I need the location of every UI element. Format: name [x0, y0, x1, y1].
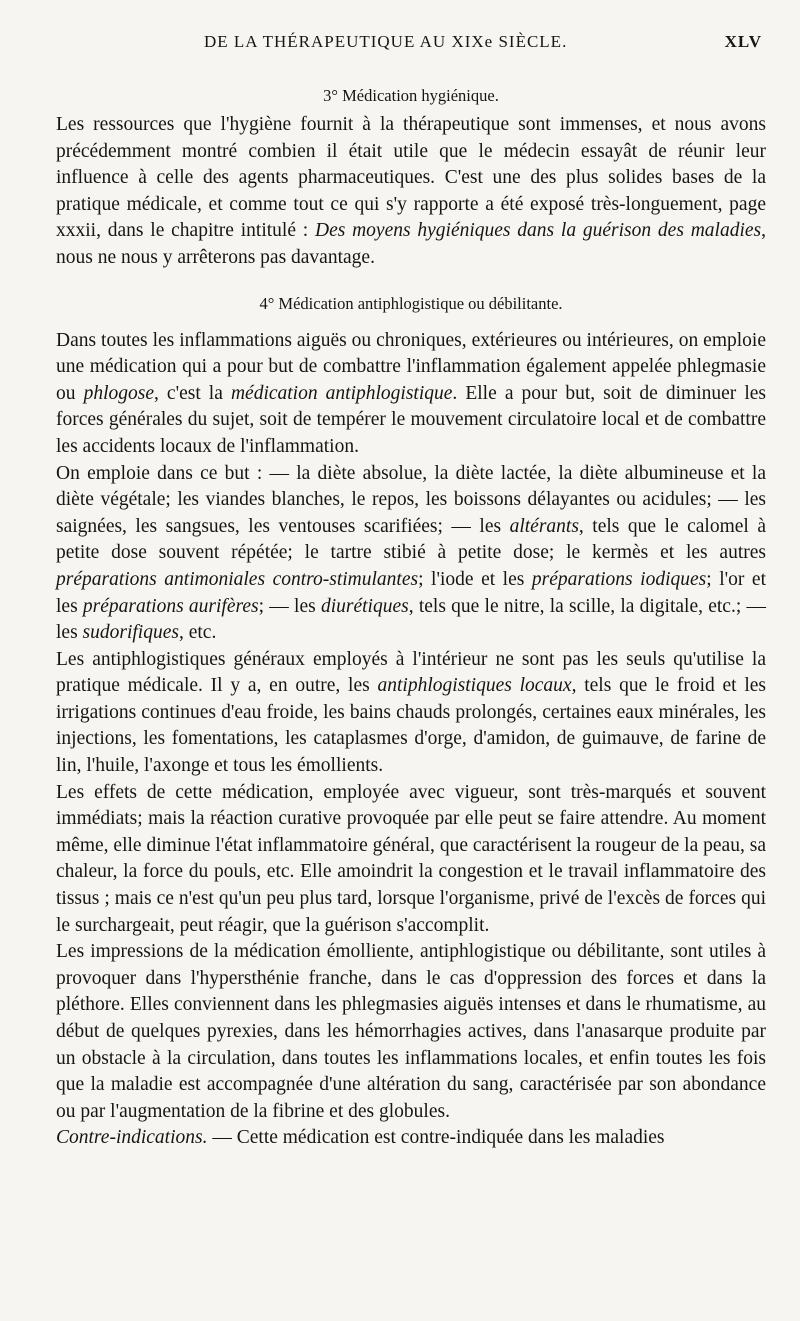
text-run: , nous ne nous y arrêterons pas davantage.	[56, 220, 767, 268]
italic-run: préparations iodiques	[531, 568, 707, 590]
text-run: ; l'or et les	[56, 568, 766, 617]
running-title: DE LA THÉRAPEUTIQUE AU XIXe SIÈCLE.	[204, 32, 568, 51]
text-run: , tels que le calomel à petite dose souvent répétée; le tartre stibié à petite dose; le kermès et les autres	[56, 515, 766, 564]
text-run: Les antiphlogistiques généraux employés à l'intérieur ne sont pas les seuls qu'utilise la pratique médicale. Il y a, en outre, les	[56, 648, 766, 697]
paragraph-effets: Les effets de cette médication, employée avec vigueur, sont très-marqués et souvent immédiats; mais la réaction curative provoquée par elle peut se faire attendre. Au moment même, elle diminue l'état inflammatoire général, que caractérisent la rougeur de la peau, sa chaleur, la force du pouls, etc. Elle amoindrit la congestion et le travail inflammatoire des tissus ; mais ce n'est qu'un peu plus tard, lorsque l'organisme, privé de l'excès de forces qui le surchargeait, peut réagir, que la guérison s'accomplit.	[56, 781, 766, 936]
paragraph-contre-indications	[56, 1125, 766, 1152]
italic-run: préparations antimoniales contro-stimulantes	[56, 568, 419, 590]
text-run: ; l'iode et les	[418, 568, 532, 590]
italic-run: sudorifiques	[82, 622, 179, 644]
text-run: . Elle a pour but, soit de diminuer les forces générales du sujet, soit de tempérer le mouvement circulatoire local et de combattre les accidents locaux de l'inflammation.	[56, 382, 767, 457]
page-number: XLV	[724, 32, 762, 51]
text-run: , tels que le nitre, la scille, la digitale, etc.; — les	[56, 595, 767, 644]
paragraph-impressions: Les impressions de la médication émolliente, antiphlogistique ou débilitante, sont utiles à provoquer dans l'hypersthénie franche, dans le cas d'oppression des forces et dans la pléthore. Elles conviennent dans les phlegmasies aiguës intenses et dans le rhumatisme, au début de quelques pyrexies, dans les hémorrhagies actives, dans l'anasarque produite par un obstacle à la circulation, dans toutes les inflammations locales, et enfin toutes les fois que la maladie est accompagnée d'une altération du sang, caractérisée par son abondance ou par l'augmentation de la fibrine et des globules.	[56, 941, 766, 1122]
paragraph-locaux	[56, 647, 766, 780]
italic-run: altérants	[509, 515, 579, 537]
paragraph-inflammations	[56, 328, 766, 461]
text-run: , c'est la	[153, 382, 231, 404]
italic-run: antiphlogistiques locaux	[377, 675, 572, 697]
text-run: Les ressources que l'hygiène fournit à la thérapeutique sont immenses, et nous avons précédemment montré combien il était utile que le médecin essayât de réunir leur influence à celle des agents pharmaceutiques. C'est une des plus solides bases de la pratique médicale, et comme tout ce qui s'y rapporte a été exposé très-longuement, page xxxii, dans le chapitre intitulé :	[56, 114, 766, 242]
text-run: , tels que le froid et les irrigations continues d'eau froide, les bains chauds prolongés, certaines eaux minérales, les injections, les fomentations, les cataplasmes d'orge, d'amidon, de guimauve, de farine de lin, l'huile, l'axonge et tous les émollients.	[56, 675, 766, 777]
text-run: On emploie dans ce but : — la diète absolue, la diète lactée, la diète albumineuse et la diète végétale; les viandes blanches, le repos, les boissons délayantes ou acidules; — les saignées, les sangsues, les ventouses scarifiées; — les	[56, 462, 766, 537]
italic-run: médication antiphlogistique	[230, 382, 453, 404]
text-run: , etc.	[178, 622, 217, 644]
paragraph-moyens	[56, 461, 766, 647]
section-heading-antiphlogistique: 4° Médication antiphlogistique ou débilitante.	[259, 293, 563, 313]
italic-run: diurétiques	[320, 595, 409, 617]
paragraph-hygiene	[56, 112, 766, 272]
running-head	[56, 28, 766, 58]
text-run: ; — les	[258, 595, 321, 617]
text-run: Dans toutes les inflammations aiguës ou chroniques, extérieures ou intérieures, on emploie une médication qui a pour but de combattre l'inflammation également appelée phlegmasie ou	[56, 329, 766, 404]
italic-run: préparations aurifères	[82, 595, 259, 617]
text-run: — Cette médication est contre-indiquée dans les maladies	[207, 1127, 665, 1149]
italic-run: Contre-indications.	[56, 1127, 208, 1149]
italic-run: phlogose	[83, 382, 154, 404]
italic-run: Des moyens hygiéniques dans la guérison des maladies	[314, 220, 762, 242]
section-heading-hygienique: 3° Médication hygiénique.	[323, 86, 499, 105]
